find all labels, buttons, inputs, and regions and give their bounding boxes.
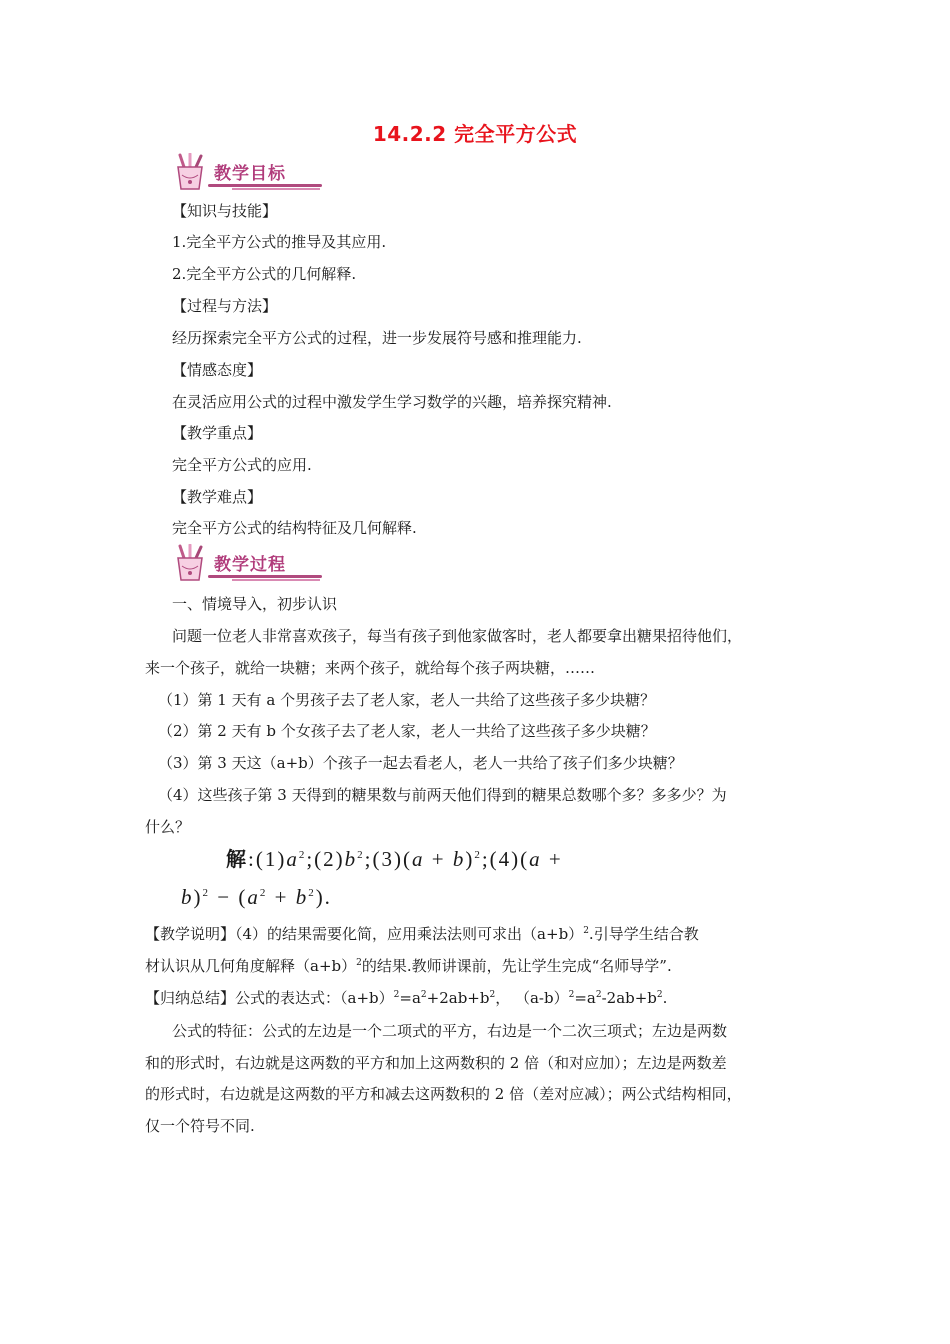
question-1: （1）第 1 天有 a 个男孩子去了老人家，老人一共给了这些孩子多少块糖？ [158, 691, 656, 709]
note-text-a: （4）的结果需要化简，应用乘法法则可求出（a+b） [235, 925, 584, 943]
answer-label: 解 [226, 847, 248, 871]
question-2: （2）第 2 天有 b 个女孩子去了老人家，老人一共给了这些孩子多少块糖？ [158, 722, 656, 740]
banner-underline-thin [232, 188, 320, 190]
note-text-c: 材认识从几何角度解释（a+b） [145, 957, 357, 975]
knowledge-item-2: 2.完全平方公式的几何解释. [172, 265, 357, 283]
process-text: 经历探索完全平方公式的过程，进一步发展符号感和推理能力. [172, 329, 582, 347]
teaching-note-line-1: 【教学说明】（4）的结果需要化简，应用乘法法则可求出$(a+b)^2$.引导学生结合教 [145, 925, 699, 943]
problem-line-2: 来一个孩子，就给一块糖；来两个孩子，就给每个孩子两块糖，…… [145, 659, 596, 677]
summary-line: 【归纳总结】公式的表达式：$(a+b)^2=a^2+2ab+b^2$， $(a-b)^2=a^2-2ab+b^2$. [145, 989, 668, 1007]
page-title: 14.2.2 完全平方公式 [372, 122, 578, 146]
section-banner-goals [172, 153, 324, 193]
banner-underline-thin [232, 579, 320, 581]
note-text-b: .引导学生结合教 [588, 925, 699, 943]
emotion-heading: 【情感态度】 [172, 361, 263, 379]
banner-underline [208, 575, 322, 578]
process-heading: 【过程与方法】 [172, 297, 278, 315]
knowledge-item-1: 1.完全平方公式的推导及其应用. [172, 233, 387, 251]
pencil-cup-icon [172, 153, 212, 193]
question-4-line-1: （4）这些孩子第 3 天得到的糖果数与前两天他们得到的糖果总数哪个多？多多少？为 [158, 786, 727, 804]
question-3: （3）第 3 天这（a+b）个孩子一起去看老人，老人一共给了孩子们多少块糖？ [158, 754, 683, 772]
emotion-text: 在灵活应用公式的过程中激发学生学习数学的兴趣，培养探究精神. [172, 393, 612, 411]
section-banner-process [172, 544, 324, 584]
feature-line-1: 公式的特征：公式的左边是一个二项式的平方，右边是一个二次三项式；左边是两数 [172, 1022, 728, 1040]
section-title-process: 教学过程 [214, 555, 286, 575]
problem-line-1: 问题一位老人非常喜欢孩子，每当有孩子到他家做客时，老人都要拿出糖果招待他们， [172, 627, 743, 645]
answer-math-line-2: $b)^2 - (a^2 + b^2)$. [181, 885, 332, 909]
pencil-cup-icon [172, 544, 212, 584]
summary-label: 【归纳总结】 [145, 989, 236, 1007]
feature-line-3: 的形式时，右边就是这两数的平方和减去这两数积的 2 倍（差对应减）；两公式结构相同， [145, 1085, 742, 1103]
key-heading: 【教学重点】 [172, 424, 263, 442]
teaching-note-label: 【教学说明】 [145, 925, 236, 943]
feature-line-4: 仅一个符号不同. [145, 1117, 255, 1135]
summary-prefix: 公式的表达式： [235, 989, 341, 1007]
feature-line-2: 和的形式时，右边就是这两数的平方和加上这两数积的 2 倍（和对应加）；左边是两数差 [145, 1054, 727, 1072]
key-text: 完全平方公式的应用. [172, 456, 312, 474]
knowledge-heading: 【知识与技能】 [172, 202, 278, 220]
part-1-heading: 一、情境导入，初步认识 [172, 595, 338, 613]
note-text-d: 的结果.教师讲课前，先让学生完成“名师导学”. [361, 957, 672, 975]
banner-underline [208, 184, 322, 187]
difficult-text: 完全平方公式的结构特征及几何解释. [172, 519, 417, 537]
difficult-heading: 【教学难点】 [172, 488, 263, 506]
question-4-line-2: 什么？ [145, 818, 191, 836]
answer-math-line-1: 解$:(1)a^2;(2)b^2;(3)(a$ + b)$^2$;(4)(a + [226, 847, 563, 871]
teaching-note-line-2: 材认识从几何角度解释$(a+b)^2$的结果.教师讲课前，先让学生完成“名师导学”. [145, 957, 672, 975]
section-title-goals: 教学目标 [214, 164, 286, 184]
